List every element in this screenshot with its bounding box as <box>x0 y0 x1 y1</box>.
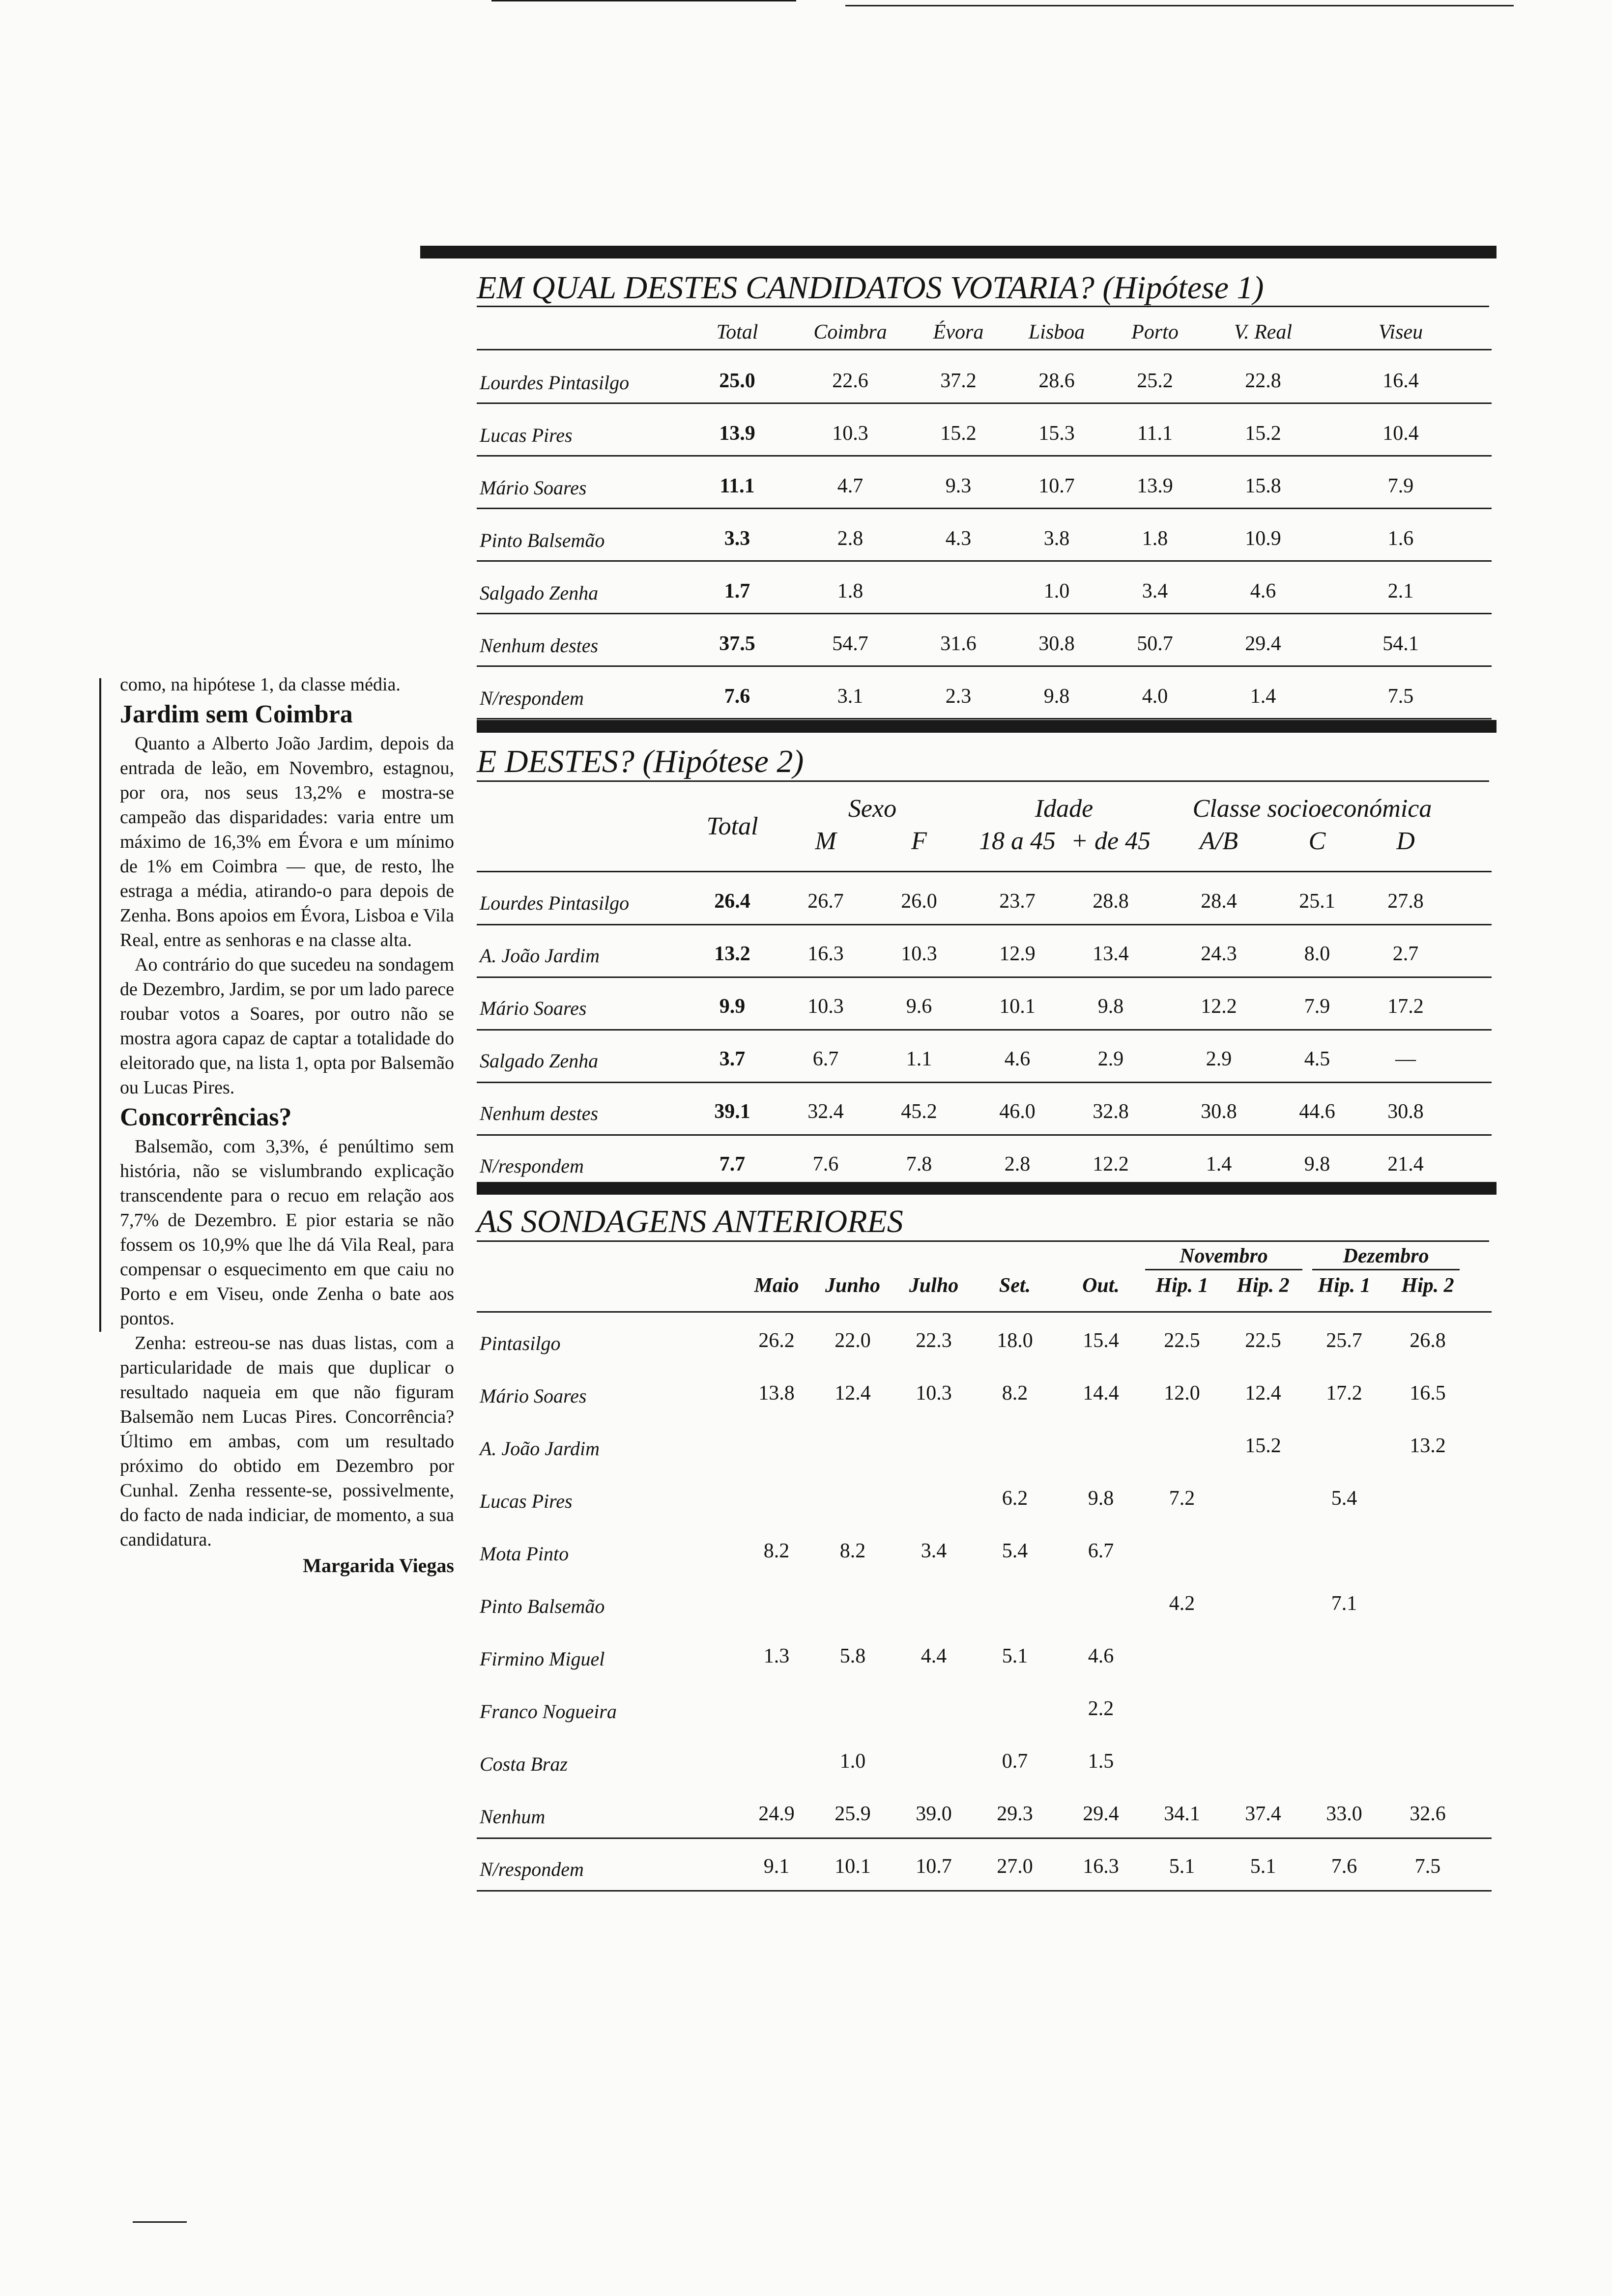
table1-col-header: Porto <box>1131 321 1179 344</box>
table3-cell: 32.6 <box>1410 1803 1446 1825</box>
table3-row-label: Nenhum <box>480 1806 546 1828</box>
table3-cell: 7.6 <box>1331 1855 1357 1878</box>
table3-cell: 22.3 <box>916 1329 952 1352</box>
table2-cell: 25.1 <box>1299 890 1335 913</box>
table2-row <box>477 1136 1492 1188</box>
table3-cell: 10.7 <box>916 1855 952 1878</box>
table3-col-header: Set. <box>999 1274 1031 1297</box>
table3-top-bar <box>477 1182 1497 1195</box>
table3-row-label: Franco Nogueira <box>480 1700 617 1722</box>
table3-cell: 0.7 <box>1002 1750 1028 1773</box>
table1-cell: 1.6 <box>1387 527 1414 550</box>
table2-row-label: Salgado Zenha <box>480 1050 599 1072</box>
table2-cell: 44.6 <box>1299 1100 1335 1123</box>
table1-cell: 50.7 <box>1137 632 1173 655</box>
table2-col-header: F <box>911 827 927 855</box>
table3-cell: 9.8 <box>1088 1487 1114 1510</box>
table2-cell: 46.0 <box>999 1100 1036 1123</box>
table2-title: E DESTES? (Hipótese 2) <box>477 744 804 779</box>
table1-cell: 2.8 <box>837 527 864 550</box>
table2-cell: 24.3 <box>1201 943 1237 965</box>
table1-cell: 54.7 <box>832 632 868 655</box>
table1-title-rule <box>477 306 1489 307</box>
table2-cell: 30.8 <box>1387 1100 1424 1123</box>
table1-col-header: Lisboa <box>1028 321 1085 344</box>
table1-row <box>477 404 1492 457</box>
table3-cell: 6.7 <box>1088 1540 1114 1562</box>
table2-cell: 7.6 <box>812 1153 839 1176</box>
table2-cell: 6.7 <box>812 1048 839 1070</box>
table2-cell: 32.8 <box>1093 1100 1129 1123</box>
table1-row <box>477 351 1492 404</box>
table2-cell: 21.4 <box>1387 1153 1424 1176</box>
table2-cell: 26.7 <box>807 890 844 913</box>
table3-col-header: Hip. 1 <box>1318 1274 1371 1297</box>
table1-cell: 4.6 <box>1250 580 1276 603</box>
table1-cell: 25.0 <box>719 370 755 392</box>
table2-group-idade: Idade <box>1035 795 1094 823</box>
table3-cell: 12.0 <box>1164 1382 1200 1405</box>
table3-col-header: Hip. 1 <box>1155 1274 1209 1297</box>
table3-row-label: N/respondem <box>480 1858 584 1880</box>
table3 <box>477 1243 1492 1897</box>
table2-cell: 4.6 <box>1004 1048 1031 1070</box>
table1-cell: 13.9 <box>719 422 755 445</box>
table1-col-header: Évora <box>933 321 984 344</box>
table2-row <box>477 873 1492 925</box>
table3-cell: 16.5 <box>1410 1382 1446 1405</box>
table3-cell: 7.5 <box>1414 1855 1441 1878</box>
table3-cell: 12.4 <box>835 1382 871 1405</box>
table3-cell: 39.0 <box>916 1803 952 1825</box>
table3-row <box>477 1576 1492 1627</box>
table1-cell: 3.1 <box>837 685 864 708</box>
table2-cell: 7.9 <box>1304 995 1330 1018</box>
table3-novembro-rule <box>1145 1269 1302 1270</box>
table3-cell: 15.2 <box>1245 1435 1281 1457</box>
table2-cell: 1.1 <box>906 1048 932 1070</box>
table3-cell: 34.1 <box>1164 1803 1200 1825</box>
table2-col-header: + de 45 <box>1070 827 1151 855</box>
table3-cell: 8.2 <box>1002 1382 1028 1405</box>
table3-row-label: Costa Braz <box>480 1753 568 1775</box>
table2-row <box>477 925 1492 978</box>
table3-cell: 5.1 <box>1002 1645 1028 1667</box>
table3-row <box>477 1734 1492 1785</box>
table3-cell: 4.2 <box>1169 1592 1195 1615</box>
table2-cell: 13.4 <box>1093 943 1129 965</box>
table3-row-label: Pinto Balsemão <box>480 1595 605 1617</box>
table3-cell: 5.1 <box>1250 1855 1276 1878</box>
table1-cell: 25.2 <box>1137 370 1173 392</box>
table3-row-label: Firmino Miguel <box>480 1648 605 1670</box>
table3-row-label: Pintasilgo <box>480 1332 561 1354</box>
table2-cell: 2.7 <box>1392 943 1419 965</box>
table2-row-label: A. João Jardim <box>480 945 600 967</box>
table3-cell: 24.9 <box>758 1803 795 1825</box>
table1-row <box>477 667 1492 719</box>
table1-cell: 22.6 <box>832 370 868 392</box>
table3-col-header: Maio <box>754 1274 799 1297</box>
table1-cell: 22.8 <box>1245 370 1281 392</box>
top-rule-right <box>845 5 1514 6</box>
table2-cell: 3.7 <box>719 1048 746 1070</box>
table3-row <box>477 1839 1492 1892</box>
table1-cell: 29.4 <box>1245 632 1281 655</box>
table3-cell: 7.2 <box>1169 1487 1195 1510</box>
table3-group-novembro: Novembro <box>1180 1245 1268 1267</box>
table2-cell: 39.1 <box>714 1100 750 1123</box>
table1-cell: 15.3 <box>1038 422 1075 445</box>
table2-col-header: M <box>815 827 836 855</box>
table3-cell: 5.4 <box>1002 1540 1028 1562</box>
table1-row-label: Pinto Balsemão <box>480 529 605 551</box>
table2-cell: 2.8 <box>1004 1153 1031 1176</box>
table3-cell: 22.0 <box>835 1329 871 1352</box>
table1-cell: 30.8 <box>1038 632 1075 655</box>
table2-row <box>477 1031 1492 1083</box>
table2-col-header: D <box>1396 827 1415 855</box>
table3-cell: 29.3 <box>997 1803 1033 1825</box>
table2-cell: 9.8 <box>1097 995 1124 1018</box>
table1-row-label: Lucas Pires <box>480 424 573 446</box>
table1-cell: 15.2 <box>940 422 977 445</box>
table3-row-label: Lucas Pires <box>480 1490 573 1512</box>
table2-cell: 26.4 <box>714 890 750 913</box>
table2-row-label: Lourdes Pintasilgo <box>480 892 630 914</box>
table1-col-header: Coimbra <box>813 321 887 344</box>
table1-cell: 13.9 <box>1137 475 1173 497</box>
table1-cell: 31.6 <box>940 632 977 655</box>
table1-cell: 11.1 <box>1137 422 1173 445</box>
table1-row-label: Lourdes Pintasilgo <box>480 372 630 394</box>
table1-cell: 15.8 <box>1245 475 1281 497</box>
table1-col-header: Total <box>716 321 758 344</box>
table3-col-header: Out. <box>1082 1274 1120 1297</box>
table3-row <box>477 1629 1492 1680</box>
top-rule-left <box>491 0 796 1</box>
table1-cell: 1.8 <box>1142 527 1168 550</box>
table3-title: AS SONDAGENS ANTERIORES <box>477 1204 903 1239</box>
table2-cell: 28.8 <box>1093 890 1129 913</box>
table3-cell: 10.1 <box>835 1855 871 1878</box>
table1-cell: 15.2 <box>1245 422 1281 445</box>
table2 <box>477 786 1492 1189</box>
table3-col-header: Junho <box>825 1274 881 1297</box>
table1-col-header: Viseu <box>1378 321 1423 344</box>
table3-cell: 18.0 <box>997 1329 1033 1352</box>
table1-row-label: Nenhum destes <box>480 634 599 657</box>
table1-cell: 4.3 <box>945 527 972 550</box>
table2-cell: 9.9 <box>719 995 746 1018</box>
table2-cell: 13.2 <box>714 943 750 965</box>
table3-cell: 7.1 <box>1331 1592 1357 1615</box>
table3-col-header: Julho <box>909 1274 959 1297</box>
table3-row <box>477 1366 1492 1417</box>
table3-cell: 8.2 <box>763 1540 790 1562</box>
table3-cell: 8.2 <box>839 1540 866 1562</box>
table2-cell: 12.2 <box>1093 1153 1129 1176</box>
table2-cell: 10.3 <box>901 943 937 965</box>
table2-header-row <box>477 786 1492 872</box>
table3-cell: 13.2 <box>1410 1435 1446 1457</box>
table3-dezembro-rule <box>1312 1269 1460 1270</box>
table2-cell: 7.8 <box>906 1153 932 1176</box>
table3-cell: 6.2 <box>1002 1487 1028 1510</box>
table1-cell: 9.3 <box>945 475 972 497</box>
table2-cell: 27.8 <box>1387 890 1424 913</box>
table3-row <box>477 1523 1492 1575</box>
table3-cell: 3.4 <box>921 1540 947 1562</box>
table1-cell: 7.6 <box>724 685 750 708</box>
table1-cell: 1.4 <box>1250 685 1276 708</box>
table1-cell: 28.6 <box>1038 370 1075 392</box>
table2-row-label: N/respondem <box>480 1155 584 1177</box>
table2-title-rule <box>477 780 1489 782</box>
table1-col-header: V. Real <box>1234 321 1293 344</box>
table3-row-label: Mário Soares <box>480 1385 587 1407</box>
table1-row <box>477 509 1492 562</box>
table3-cell: 25.7 <box>1326 1329 1362 1352</box>
table3-row <box>477 1471 1492 1522</box>
article-paragraph: Quanto a Alberto João Jardim, depois da entrada de leão, em Novembro, estagnou, por ora, nos seus 13,2% e mostra-se campeão das disparidades: varia entre um máximo de 16,3% em Évora e um mínimo de 1% em Coimbra — que, de resto, lhe estraga a média, atirando-o para depois de Zenha. Bons apoios em Évora, Lisboa e Vila Real, entre as senhoras e na classe alta. <box>120 733 454 950</box>
table2-cell: 30.8 <box>1201 1100 1237 1123</box>
table3-row <box>477 1786 1492 1839</box>
table3-cell: 25.9 <box>835 1803 871 1825</box>
table1-title: EM QUAL DESTES CANDIDATOS VOTARIA? (Hipótese 1) <box>477 270 1264 306</box>
table3-cell: 2.2 <box>1088 1697 1114 1720</box>
table2-cell: 2.9 <box>1097 1048 1124 1070</box>
table1-cell: 4.7 <box>837 475 864 497</box>
table3-cell: 1.5 <box>1088 1750 1114 1773</box>
table1 <box>477 315 1492 718</box>
table1-cell: 11.1 <box>720 475 755 497</box>
table3-cell: 26.2 <box>758 1329 795 1352</box>
table3-cell: 17.2 <box>1326 1382 1362 1405</box>
table1-cell: 9.8 <box>1043 685 1070 708</box>
byline: Margarida Viegas <box>303 1554 454 1577</box>
table3-col-header: Hip. 2 <box>1237 1274 1290 1297</box>
table2-cell: 17.2 <box>1387 995 1424 1018</box>
table3-cell: 16.3 <box>1083 1855 1119 1878</box>
table2-cell: 7.7 <box>719 1153 746 1176</box>
table2-group-classe: Classe socioeconómica <box>1192 795 1432 823</box>
table3-cell: 33.0 <box>1326 1803 1362 1825</box>
table2-cell: — <box>1395 1048 1416 1070</box>
table1-cell: 10.9 <box>1245 527 1281 550</box>
table3-cell: 10.3 <box>916 1382 952 1405</box>
table2-row <box>477 1083 1492 1136</box>
table2-cell: 4.5 <box>1304 1048 1330 1070</box>
table3-cell: 37.4 <box>1245 1803 1281 1825</box>
table1-row <box>477 562 1492 614</box>
table2-cell: 23.7 <box>999 890 1036 913</box>
table2-cell: 10.3 <box>807 995 844 1018</box>
table1-cell: 3.4 <box>1142 580 1168 603</box>
table2-cell: 12.9 <box>999 943 1036 965</box>
table1-cell: 1.7 <box>724 580 750 603</box>
table1-cell: 7.5 <box>1387 685 1414 708</box>
article-column <box>120 672 454 1578</box>
table2-cell: 28.4 <box>1201 890 1237 913</box>
table2-col-header: 18 a 45 <box>979 827 1056 855</box>
table3-title-rule <box>477 1240 1489 1242</box>
table3-col-header: Hip. 2 <box>1401 1274 1454 1297</box>
article-paragraph: Zenha: estreou-se nas duas listas, com a particularidade de mais que duplicar o resultado naqueia em que não figuram Balsemão nem Lucas Pires. Concorrência? Último em ambas, com um resultado próximo do obtido em Dezembro por Cunhal. Zenha ressente-se, possivelmente, do facto de nada indiciar, de momento, a sua candidatura. <box>120 1333 454 1550</box>
table2-cell: 32.4 <box>807 1100 844 1123</box>
article-paragraph: Ao contrário do que sucedeu na sondagem de Dezembro, Jardim, se por um lado parece roubar votos a Soares, por outro não se mostra agora capaz de captar a totalidade do eleitorado que, na lista 1, opta por Balsemão ou Lucas Pires. <box>120 954 454 1098</box>
table3-row <box>477 1313 1492 1364</box>
table3-cell: 4.6 <box>1088 1645 1114 1667</box>
table1-cell: 16.4 <box>1382 370 1419 392</box>
table3-cell: 1.3 <box>763 1645 790 1667</box>
heading-jardim-sem-coimbra: Jardim sem Coimbra <box>120 700 353 728</box>
table2-col-header: C <box>1308 827 1326 855</box>
table2-group-sexo: Sexo <box>848 795 897 823</box>
table2-row <box>477 978 1492 1031</box>
table2-col-header: Total <box>706 812 758 840</box>
table3-cell: 27.0 <box>997 1855 1033 1878</box>
footer-dash <box>133 2221 187 2223</box>
table2-cell: 12.2 <box>1201 995 1237 1018</box>
table1-cell: 1.8 <box>837 580 864 603</box>
table1-cell: 10.3 <box>832 422 868 445</box>
table3-cell: 22.5 <box>1245 1329 1281 1352</box>
table1-cell: 3.8 <box>1043 527 1070 550</box>
table3-cell: 22.5 <box>1164 1329 1200 1352</box>
table1-cell: 10.4 <box>1382 422 1419 445</box>
table1-cell: 10.7 <box>1038 475 1075 497</box>
table3-cell: 14.4 <box>1083 1382 1119 1405</box>
table1-cell: 2.1 <box>1387 580 1414 603</box>
table1-row-label: N/respondem <box>480 687 584 709</box>
table2-cell: 45.2 <box>901 1100 937 1123</box>
table3-cell: 26.8 <box>1410 1329 1446 1352</box>
table1-row-label: Salgado Zenha <box>480 582 599 604</box>
table3-row-label: A. João Jardim <box>480 1437 600 1460</box>
table3-cell: 15.4 <box>1083 1329 1119 1352</box>
table2-col-header: A/B <box>1200 827 1238 855</box>
table1-header-row <box>477 315 1492 350</box>
table3-cell: 5.8 <box>839 1645 866 1667</box>
table3-row-label: Mota Pinto <box>480 1543 569 1565</box>
table3-cell: 29.4 <box>1083 1803 1119 1825</box>
table3-row <box>477 1681 1492 1732</box>
table2-cell: 26.0 <box>901 890 937 913</box>
article-intro: como, na hipótese 1, da classe média. <box>120 674 401 695</box>
table3-cell: 13.8 <box>758 1382 795 1405</box>
table3-cell: 12.4 <box>1245 1382 1281 1405</box>
table3-cell: 1.0 <box>839 1750 866 1773</box>
table1-row-label: Mário Soares <box>480 477 587 499</box>
table3-row <box>477 1418 1492 1469</box>
table2-cell: 9.8 <box>1304 1153 1330 1176</box>
table1-cell: 2.3 <box>945 685 972 708</box>
table3-group-dezembro: Dezembro <box>1343 1245 1429 1267</box>
article-paragraph: Balsemão, com 3,3%, é penúltimo sem história, não se vislumbrando explicação transcendente para o recuo em relação aos 7,7% de Dezembro. E pior estaria se não fossem os 10,9% que lhe dá Vila Real, para compensar o esquecimento em que caiu no Porto e em Viseu, onde Zenha o bate aos pontos. <box>120 1136 454 1329</box>
table2-cell: 8.0 <box>1304 943 1330 965</box>
table1-top-bar <box>420 246 1497 258</box>
table1-cell: 3.3 <box>724 527 750 550</box>
table1-cell: 4.0 <box>1142 685 1168 708</box>
table3-cell: 5.4 <box>1331 1487 1357 1510</box>
table1-cell: 1.0 <box>1043 580 1070 603</box>
table3-cell: 9.1 <box>763 1855 790 1878</box>
table2-cell: 10.1 <box>999 995 1036 1018</box>
table1-cell: 37.5 <box>719 632 755 655</box>
table2-cell: 2.9 <box>1206 1048 1232 1070</box>
table2-cell: 9.6 <box>906 995 932 1018</box>
table3-cell: 5.1 <box>1169 1855 1195 1878</box>
heading-concorrencias: Concorrências? <box>120 1103 292 1131</box>
table1-cell: 7.9 <box>1387 475 1414 497</box>
table2-cell: 1.4 <box>1206 1153 1232 1176</box>
table1-row <box>477 457 1492 509</box>
table1-row <box>477 614 1492 667</box>
table2-row-label: Nenhum destes <box>480 1102 599 1124</box>
table3-header-row <box>477 1243 1492 1313</box>
table1-cell: 54.1 <box>1382 632 1419 655</box>
table3-cell: 4.4 <box>921 1645 947 1667</box>
margin-bracket <box>99 678 101 1332</box>
table2-top-bar <box>477 720 1497 733</box>
table1-cell: 37.2 <box>940 370 977 392</box>
table2-row-label: Mário Soares <box>480 997 587 1019</box>
table2-cell: 16.3 <box>807 943 844 965</box>
